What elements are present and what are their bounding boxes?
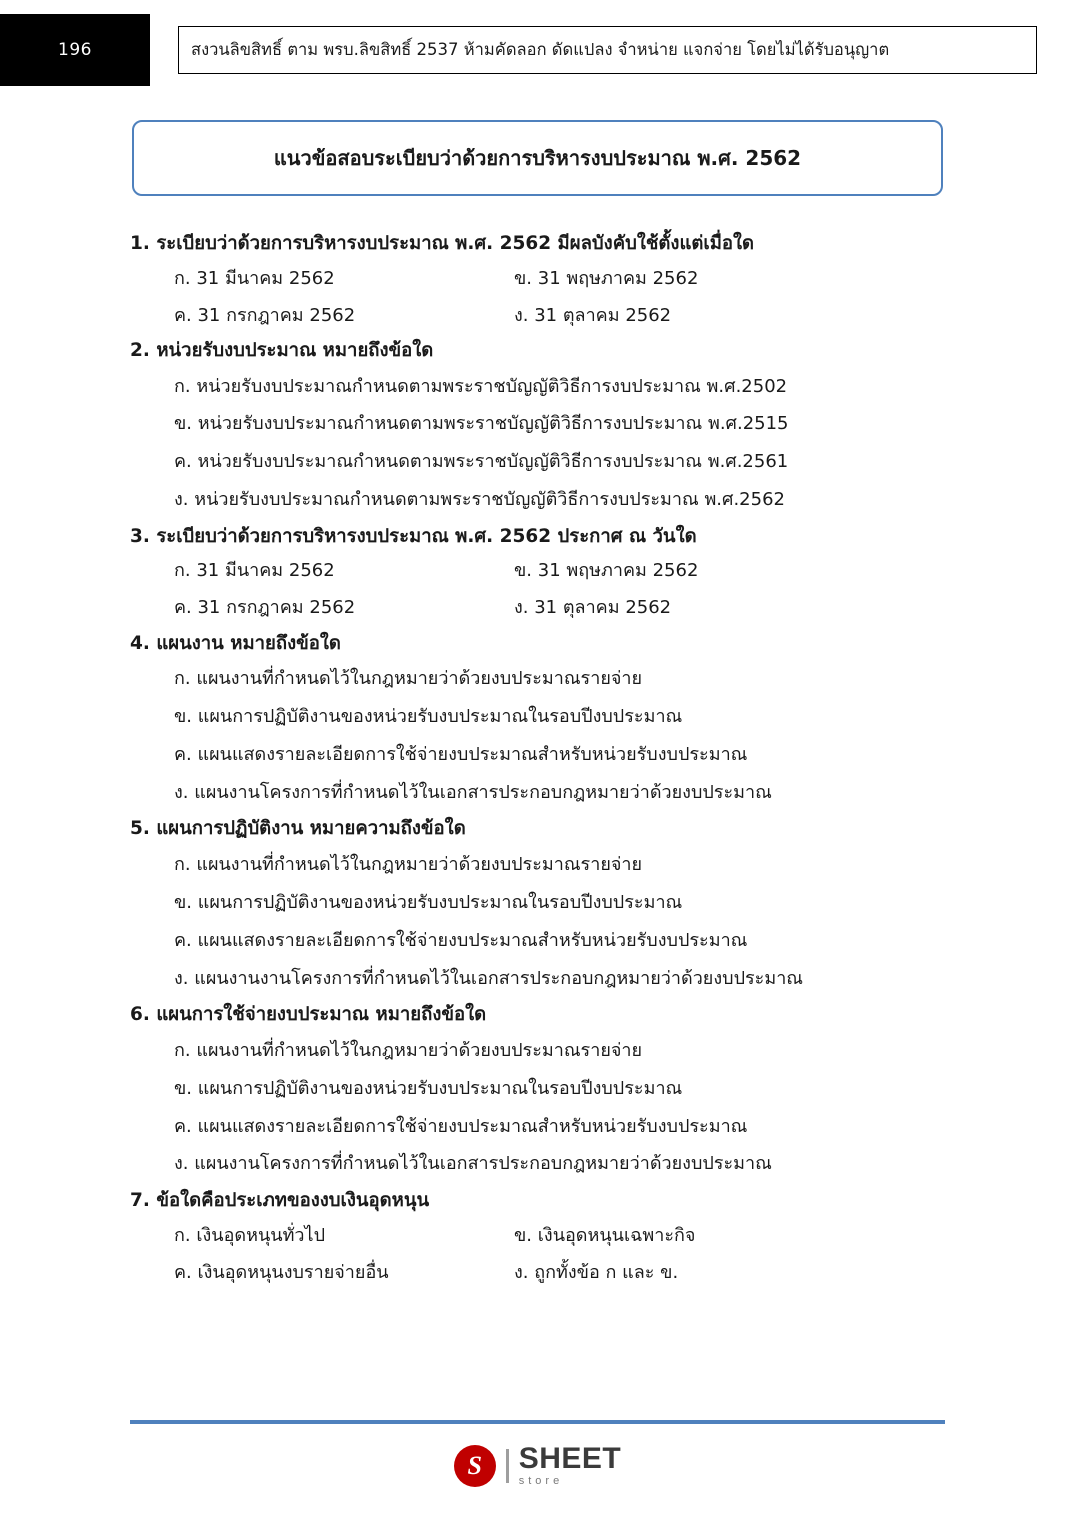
choice-option[interactable]: ข. แผนการปฏิบัติงานของหน่วยรับงบประมาณในรอบปีงบประมาณ — [174, 706, 683, 728]
choice-option[interactable]: ง. แผนงานโครงการที่กำหนดไว้ในเอกสารประกอบกฎหมายว่าด้วยงบประมาณ — [174, 781, 772, 803]
choice-group — [130, 261, 1021, 333]
choice-option[interactable]: ค. 31 กรกฎาคม 2562 — [174, 597, 356, 619]
footer-logo — [0, 1444, 1075, 1487]
choice-option[interactable]: ก. แผนงานที่กำหนดไว้ในกฎหมายว่าด้วยงบประมาณรายจ่าย — [174, 854, 643, 876]
question-text: 7. ข้อใดคือประเภทของงบเงินอุดหนุน — [130, 1190, 430, 1212]
choice-option[interactable]: ก. เงินอุดหนุนทั่วไป — [174, 1224, 326, 1246]
choice-group — [130, 660, 1021, 811]
question-item — [130, 1187, 1021, 1290]
question-text: 2. หน่วยรับงบประมาณ หมายถึงข้อใด — [130, 339, 434, 361]
question-text: 3. ระเบียบว่าด้วยการบริหารงบประมาณ พ.ศ. 2562 ประกาศ ณ วันใด — [130, 525, 697, 547]
page-header — [0, 0, 1075, 96]
exam-questions-list — [0, 230, 1075, 1290]
question-item — [130, 815, 1021, 997]
choice-option[interactable]: ง. แผนงานงานโครงการที่กำหนดไว้ในเอกสารประกอบกฎหมายว่าด้วยงบประมาณ — [174, 967, 804, 989]
choice-group — [130, 553, 1021, 625]
choice-option[interactable]: ง. แผนงานโครงการที่กำหนดไว้ในเอกสารประกอบกฎหมายว่าด้วยงบประมาณ — [174, 1153, 772, 1175]
choice-group — [130, 1218, 1021, 1290]
choice-option[interactable]: ค. แผนแสดงรายละเอียดการใช้จ่ายงบประมาณสำหรับหน่วยรับงบประมาณ — [174, 929, 748, 951]
page-number: 196 — [0, 14, 150, 86]
choice-option[interactable]: ง. 31 ตุลาคม 2562 — [514, 597, 672, 619]
footer-divider — [130, 1420, 945, 1424]
page-title-banner — [132, 120, 943, 196]
choice-option[interactable]: ค. หน่วยรับงบประมาณกำหนดตามพระราชบัญญัติวิธีการงบประมาณ พ.ศ.2561 — [174, 451, 789, 473]
page-title: แนวข้อสอบระเบียบว่าด้วยการบริหารงบประมาณ พ.ศ. 2562 — [273, 146, 802, 170]
choice-option[interactable]: ก. 31 มีนาคม 2562 — [174, 560, 335, 582]
choice-group — [130, 1032, 1021, 1183]
logo-wordmark — [519, 1444, 622, 1487]
copyright-notice: สงวนลิขสิทธิ์ ตาม พรบ.ลิขสิทธิ์ 2537 ห้ามคัดลอก ดัดแปลง จำหน่าย แจกจ่าย โดยไม่ได้รับอนุญาต — [178, 26, 1037, 74]
choice-option[interactable]: ข. หน่วยรับงบประมาณกำหนดตามพระราชบัญญัติวิธีการงบประมาณ พ.ศ.2515 — [174, 413, 789, 435]
question-item — [130, 630, 1021, 812]
choice-option[interactable]: ก. แผนงานที่กำหนดไว้ในกฎหมายว่าด้วยงบประมาณรายจ่าย — [174, 1039, 643, 1061]
choice-group — [130, 368, 1021, 519]
question-item — [130, 1001, 1021, 1183]
choice-option[interactable]: ง. 31 ตุลาคม 2562 — [514, 304, 672, 326]
choice-option[interactable]: ค. 31 กรกฎาคม 2562 — [174, 304, 356, 326]
choice-option[interactable]: ง. หน่วยรับงบประมาณกำหนดตามพระราชบัญญัติวิธีการงบประมาณ พ.ศ.2562 — [174, 488, 785, 510]
sheet-store-logo-icon: S — [454, 1445, 496, 1487]
choice-option[interactable]: ข. 31 พฤษภาคม 2562 — [514, 560, 699, 582]
question-text: 1. ระเบียบว่าด้วยการบริหารงบประมาณ พ.ศ. 2562 มีผลบังคับใช้ตั้งแต่เมื่อใด — [130, 233, 755, 254]
question-text: 5. แผนการปฏิบัติงาน หมายความถึงข้อใด — [130, 818, 466, 840]
page-footer — [0, 1420, 1075, 1487]
choice-option[interactable]: ก. แผนงานที่กำหนดไว้ในกฎหมายว่าด้วยงบประมาณรายจ่าย — [174, 668, 643, 690]
choice-option[interactable]: ก. 31 มีนาคม 2562 — [174, 267, 335, 289]
question-text: 4. แผนงาน หมายถึงข้อใด — [130, 632, 341, 654]
question-item — [130, 523, 1021, 626]
choice-option[interactable]: ก. หน่วยรับงบประมาณกำหนดตามพระราชบัญญัติวิธีการงบประมาณ พ.ศ.2502 — [174, 375, 788, 397]
logo-name: SHEET — [518, 1442, 622, 1475]
choice-option[interactable]: ค. แผนแสดงรายละเอียดการใช้จ่ายงบประมาณสำหรับหน่วยรับงบประมาณ — [174, 743, 748, 765]
logo-subtitle: store — [518, 1475, 564, 1487]
choice-option[interactable]: ข. เงินอุดหนุนเฉพาะกิจ — [514, 1224, 696, 1246]
logo-divider — [506, 1449, 509, 1483]
choice-option[interactable]: ข. 31 พฤษภาคม 2562 — [514, 267, 699, 289]
question-text: 6. แผนการใช้จ่ายงบประมาณ หมายถึงข้อใด — [130, 1004, 487, 1026]
choice-option[interactable]: ข. แผนการปฏิบัติงานของหน่วยรับงบประมาณในรอบปีงบประมาณ — [174, 891, 683, 913]
choice-option[interactable]: ค. แผนแสดงรายละเอียดการใช้จ่ายงบประมาณสำหรับหน่วยรับงบประมาณ — [174, 1115, 748, 1137]
question-item — [130, 230, 1021, 333]
choice-option[interactable]: ค. เงินอุดหนุนงบรายจ่ายอื่น — [174, 1261, 389, 1283]
choice-group — [130, 846, 1021, 997]
choice-option[interactable]: ข. แผนการปฏิบัติงานของหน่วยรับงบประมาณในรอบปีงบประมาณ — [174, 1077, 683, 1099]
question-item — [130, 337, 1021, 519]
choice-option[interactable]: ง. ถูกทั้งข้อ ก และ ข. — [514, 1261, 679, 1283]
